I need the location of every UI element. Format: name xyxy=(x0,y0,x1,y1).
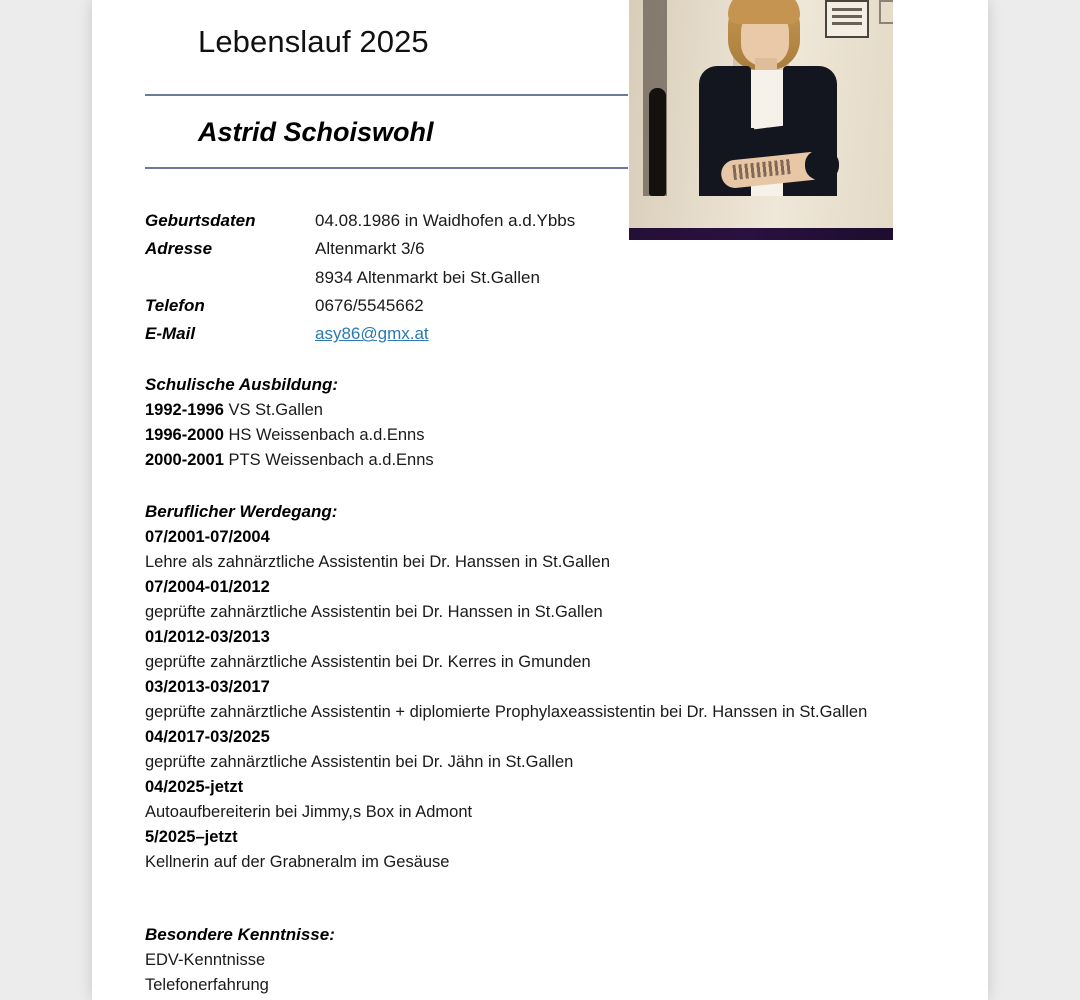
document-page xyxy=(92,0,988,1000)
personal-info-value: 0676/5545662 xyxy=(315,295,424,315)
photo-hand xyxy=(805,150,839,180)
personal-info-row xyxy=(145,235,575,263)
career-description: Autoaufbereiterin bei Jimmy,s Box in Admont xyxy=(145,803,473,821)
personal-info-label: Geburtsdaten xyxy=(145,211,256,230)
education-school: HS Weissenbach a.d.Enns xyxy=(228,426,425,444)
career-list xyxy=(145,525,935,875)
career-description: Lehre als zahnärztliche Assistentin bei Dr. Hanssen in St.Gallen xyxy=(145,553,610,571)
career-heading: Beruflicher Werdegang: xyxy=(145,502,338,521)
personal-info-value: 8934 Altenmarkt bei St.Gallen xyxy=(315,267,540,287)
education-entry xyxy=(145,423,935,448)
page-title: Lebenslauf 2025 xyxy=(198,24,429,59)
personal-info-value: Altenmarkt 3/6 xyxy=(315,239,425,259)
profile-photo xyxy=(629,0,893,240)
personal-info-row xyxy=(145,264,575,292)
personal-info-label: Adresse xyxy=(145,239,213,259)
section-education xyxy=(145,372,935,473)
personal-info-value xyxy=(315,320,575,348)
education-heading: Schulische Ausbildung: xyxy=(145,375,338,394)
career-description: geprüfte zahnärztliche Assistentin bei Dr. Kerres in Gmunden xyxy=(145,653,591,671)
personal-info-row xyxy=(145,207,575,235)
personal-info-row xyxy=(145,320,575,348)
personal-info-row xyxy=(145,292,575,320)
skills-list xyxy=(145,948,935,998)
personal-info-value: 04.08.1986 in Waidhofen a.d.Ybbs xyxy=(315,211,576,230)
photo-lamp xyxy=(649,88,666,196)
header-divider-bottom xyxy=(145,167,628,169)
header-divider-top xyxy=(145,94,628,96)
personal-info-label: E-Mail xyxy=(145,324,196,344)
career-description: geprüfte zahnärztliche Assistentin + diplomierte Prophylaxeassistentin bei Dr. Hanssen in St.Gallen xyxy=(145,703,868,721)
career-description: geprüfte zahnärztliche Assistentin bei Dr. Jähn in St.Gallen xyxy=(145,753,574,771)
education-list xyxy=(145,398,935,473)
section-career xyxy=(145,499,935,875)
photo-wall-frame xyxy=(825,0,869,38)
career-description: Kellnerin auf der Grabneralm im Gesäuse xyxy=(145,853,450,871)
education-years: 1992-1996 xyxy=(145,401,224,419)
career-period: 04/2017-03/2025 xyxy=(145,728,270,746)
email-link[interactable]: asy86@gmx.at xyxy=(315,324,429,344)
person-name: Astrid Schoiswohl xyxy=(198,117,434,147)
photo-hair-front xyxy=(728,0,800,24)
education-school: VS St.Gallen xyxy=(228,401,323,419)
personal-info-label xyxy=(145,264,315,292)
skill-item: Telefonerfahrung xyxy=(145,976,269,994)
career-period: 07/2001-07/2004 xyxy=(145,528,270,546)
photo-bottom-band xyxy=(629,228,893,240)
personal-info-table xyxy=(145,207,575,348)
section-skills xyxy=(145,922,935,998)
career-period: 07/2004-01/2012 xyxy=(145,578,270,596)
career-period: 01/2012-03/2013 xyxy=(145,628,270,646)
education-years: 2000-2001 xyxy=(145,451,224,469)
personal-info-label: Telefon xyxy=(145,295,205,315)
education-school: PTS Weissenbach a.d.Enns xyxy=(228,451,434,469)
education-entry xyxy=(145,398,935,423)
career-period: 04/2025-jetzt xyxy=(145,778,244,796)
skill-item: EDV-Kenntnisse xyxy=(145,951,266,969)
education-years: 1996-2000 xyxy=(145,426,224,444)
personal-info-rows xyxy=(145,207,575,348)
photo-wall-frame-small xyxy=(879,0,893,24)
skills-heading: Besondere Kenntnisse: xyxy=(145,925,335,944)
career-period: 03/2013-03/2017 xyxy=(145,678,270,696)
career-description: geprüfte zahnärztliche Assistentin bei Dr. Hanssen in St.Gallen xyxy=(145,603,603,621)
education-entry xyxy=(145,448,935,473)
career-period: 5/2025–jetzt xyxy=(145,828,238,846)
